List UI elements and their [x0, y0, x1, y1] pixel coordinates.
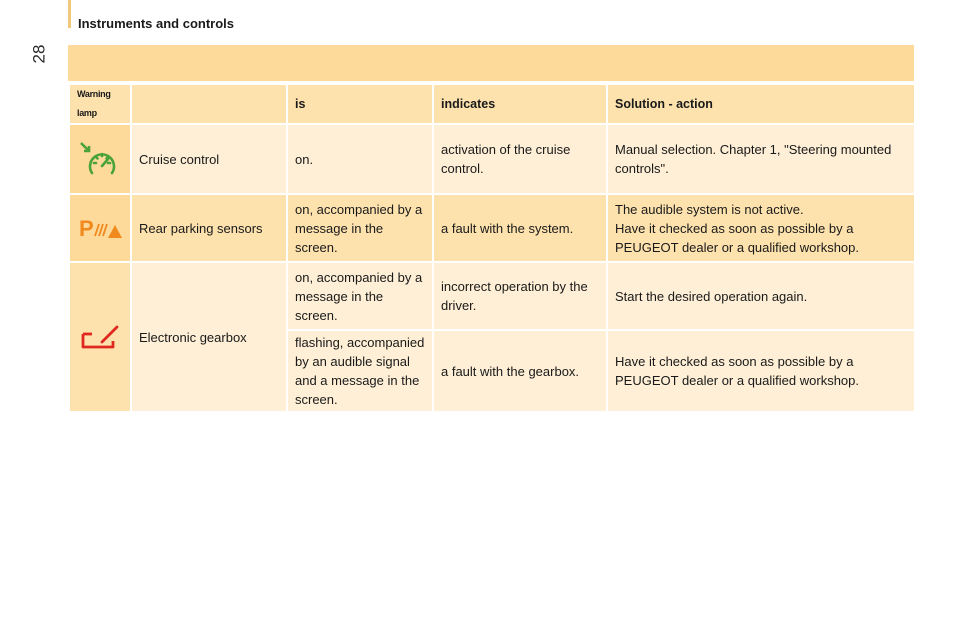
solution-line: Have it checked as soon as possible by a PEUGEOT dealer or a qualified workshop.: [615, 220, 859, 255]
icon-cell: [69, 262, 131, 412]
icon-cell: [69, 194, 131, 262]
function-cell: Electronic gearbox: [131, 262, 287, 412]
table-title-band: [68, 45, 914, 83]
table-row: [69, 262, 915, 330]
is-cell: on.: [287, 124, 433, 194]
solution-line: The audible system is not active.: [615, 201, 804, 217]
table-header-row: [69, 84, 915, 124]
solution-cell: [607, 194, 915, 262]
solution-cell: Have it checked as soon as possible by a PEUGEOT dealer or a qualified workshop.: [607, 330, 915, 412]
table-row: [69, 124, 915, 194]
function-cell: Rear parking sensors: [131, 194, 287, 262]
section-title: Instruments and controls: [78, 16, 235, 31]
table-row: [69, 194, 915, 262]
svg-text:P: P: [79, 216, 94, 241]
cruise-control-icon: [70, 141, 130, 177]
function-cell: Cruise control: [131, 124, 287, 194]
is-cell: on, accompanied by a message in the screen.: [287, 194, 433, 262]
header-solution: Solution - action: [607, 84, 915, 124]
header-indicates: indicates: [433, 84, 607, 124]
margin-bar: [68, 0, 71, 28]
header-function: [131, 84, 287, 124]
header-warning-lamp: Warning lamp: [69, 84, 131, 124]
indicates-cell: a fault with the system.: [433, 194, 607, 262]
solution-cell: Start the desired operation again.: [607, 262, 915, 330]
gearbox-fault-icon: [70, 324, 130, 350]
icon-cell: [69, 124, 131, 194]
page-number: 28: [29, 44, 49, 64]
indicates-cell: activation of the cruise control.: [433, 124, 607, 194]
header-is: is: [287, 84, 433, 124]
is-cell: on, accompanied by a message in the screen.: [287, 262, 433, 330]
parking-sensor-icon: [70, 214, 130, 242]
warning-lamp-table: [68, 45, 914, 413]
indicates-cell: incorrect operation by the driver.: [433, 262, 607, 330]
indicates-cell: a fault with the gearbox.: [433, 330, 607, 412]
solution-cell: Manual selection. Chapter 1, "Steering mounted controls".: [607, 124, 915, 194]
is-cell: flashing, accompanied by an audible signal and a message in the screen.: [287, 330, 433, 412]
